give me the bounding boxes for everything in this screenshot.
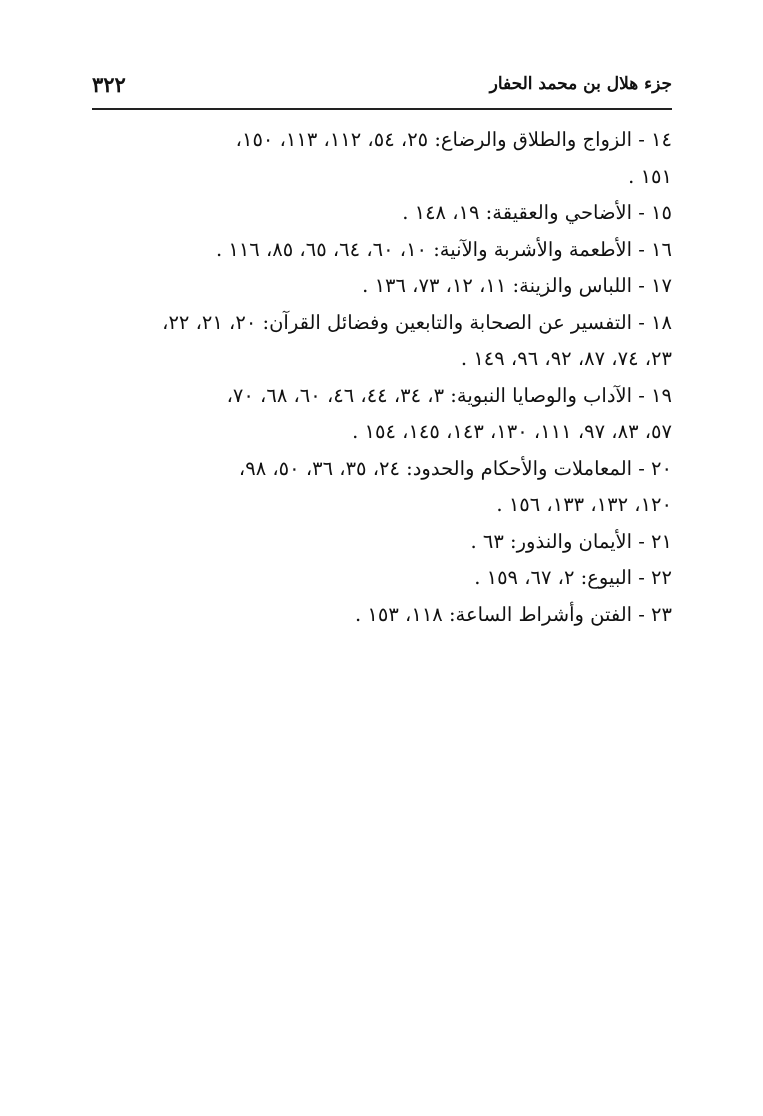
entry-line: ١٢٠، ١٣٢، ١٣٣، ١٥٦ . — [496, 493, 672, 516]
entry-line: ١٥١ . — [628, 164, 672, 188]
index-entry-15 — [158, 195, 672, 232]
index-entry-16 — [158, 232, 672, 269]
header-title: جزء هلال بن محمد الحفار — [489, 74, 672, 94]
running-header — [92, 72, 672, 102]
index-entry-18 — [158, 305, 672, 378]
page-number: ٣٢٢ — [92, 72, 126, 97]
entry-line: ١٧ - اللباس والزينة: ١١، ١٢، ٧٣، ١٣٦ . — [362, 274, 672, 297]
index-list — [158, 122, 672, 633]
index-entry-14 — [158, 122, 672, 195]
index-entry-17 — [158, 268, 672, 305]
index-entry-20 — [158, 451, 672, 524]
entry-line: ١٤ - الزواج والطلاق والرضاع: ٢٥، ٥٤، ١١٢، ١١٣، ١٥٠، — [235, 128, 672, 151]
entry-line: ١٨ - التفسير عن الصحابة والتابعين وفضائل القرآن: ٢٠، ٢١، ٢٢، — [162, 310, 672, 334]
entry-line: ١٩ - الآداب والوصايا النبوية: ٣، ٣٤، ٤٤، ٤٦، ٦٠، ٦٨، ٧٠، — [226, 383, 672, 407]
entry-line: ٢٢ - البيوع: ٢، ٦٧، ١٥٩ . — [474, 566, 672, 589]
index-entry-21 — [158, 524, 672, 561]
entry-line: ٢٠ - المعاملات والأحكام والحدود: ٢٤، ٣٥، ٣٦، ٥٠، ٩٨، — [238, 456, 672, 480]
header-divider — [92, 108, 672, 110]
entry-line: ٢٣، ٧٤، ٨٧، ٩٢، ٩٦، ١٤٩ . — [460, 347, 672, 370]
entry-line: ١٥ - الأضاحي والعقيقة: ١٩، ١٤٨ . — [402, 201, 672, 224]
index-entry-23 — [158, 597, 672, 634]
entry-line: ٥٧، ٨٣، ٩٧، ١١١، ١٣٠، ١٤٣، ١٤٥، ١٥٤ . — [352, 420, 672, 443]
entry-line: ١٦ - الأطعمة والأشربة والآنية: ١٠، ٦٠، ٦٤، ٦٥، ٨٥، ١١٦ . — [215, 237, 672, 261]
entry-line: ٢١ - الأيمان والنذور: ٦٣ . — [470, 529, 672, 553]
index-entry-22 — [158, 560, 672, 597]
index-entry-19 — [158, 378, 672, 451]
entry-line: ٢٣ - الفتن وأشراط الساعة: ١١٨، ١٥٣ . — [355, 602, 672, 626]
